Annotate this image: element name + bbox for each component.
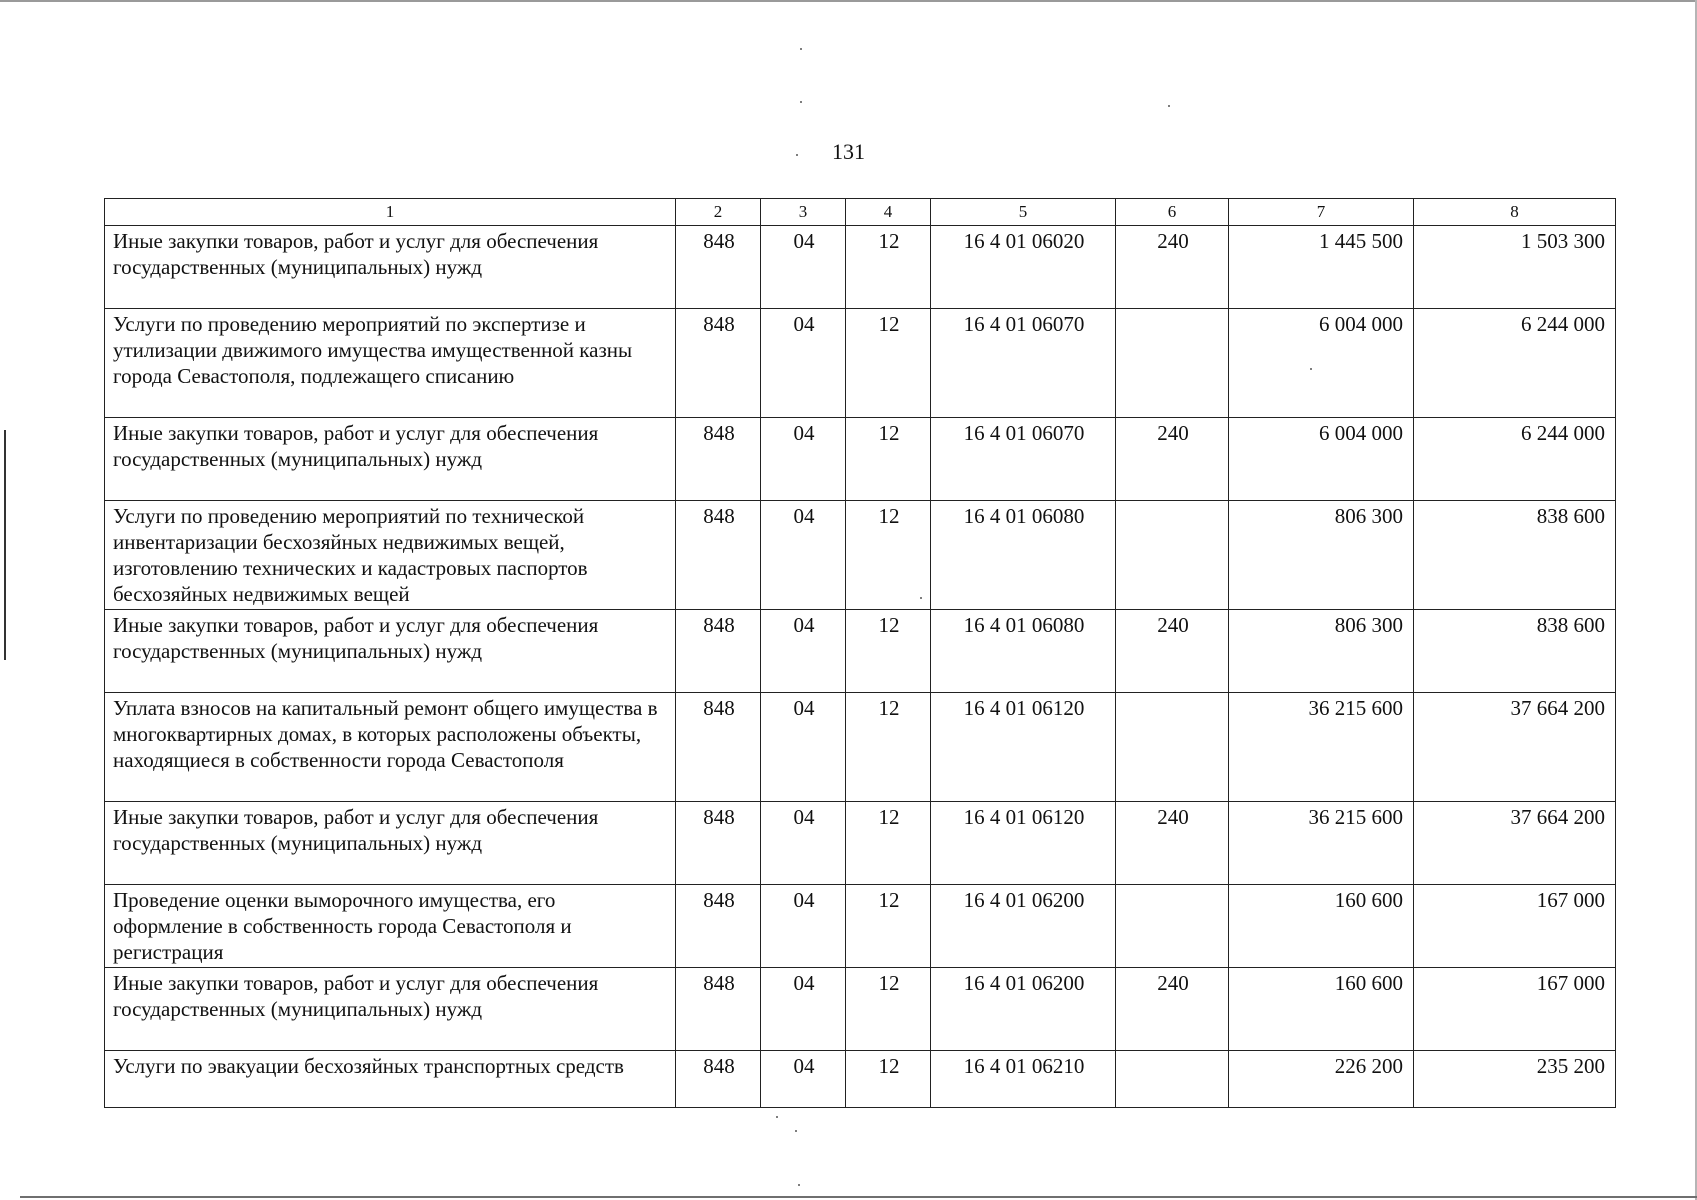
subsection-cell: 12 bbox=[846, 309, 931, 418]
column-header: 1 bbox=[105, 199, 676, 226]
amount-col7-cell: 160 600 bbox=[1229, 968, 1414, 1051]
amount-col7-cell: 1 445 500 bbox=[1229, 226, 1414, 309]
expense-type-cell: 240 bbox=[1116, 610, 1229, 693]
amount-col7-cell: 160 600 bbox=[1229, 885, 1414, 968]
amount-col8-cell: 6 244 000 bbox=[1414, 309, 1616, 418]
admin-code-cell: 848 bbox=[676, 885, 761, 968]
table-row bbox=[105, 501, 1616, 610]
column-header: 3 bbox=[761, 199, 846, 226]
column-header: 2 bbox=[676, 199, 761, 226]
amount-col7-cell: 6 004 000 bbox=[1229, 418, 1414, 501]
target-article-cell: 16 4 01 06200 bbox=[931, 885, 1116, 968]
column-header: 5 bbox=[931, 199, 1116, 226]
scan-speck bbox=[795, 1130, 797, 1132]
amount-col7-cell: 226 200 bbox=[1229, 1051, 1414, 1108]
scan-speck bbox=[920, 597, 922, 599]
section-cell: 04 bbox=[761, 1051, 846, 1108]
subsection-cell: 12 bbox=[846, 693, 931, 802]
amount-col8-cell: 37 664 200 bbox=[1414, 802, 1616, 885]
table-row bbox=[105, 968, 1616, 1051]
row-name-cell: Услуги по эвакуации бесхозяйных транспортных средств bbox=[105, 1051, 676, 1108]
column-header: 7 bbox=[1229, 199, 1414, 226]
admin-code-cell: 848 bbox=[676, 226, 761, 309]
admin-code-cell: 848 bbox=[676, 418, 761, 501]
target-article-cell: 16 4 01 06120 bbox=[931, 693, 1116, 802]
section-cell: 04 bbox=[761, 802, 846, 885]
section-cell: 04 bbox=[761, 885, 846, 968]
scan-speck bbox=[796, 154, 798, 156]
page-number: 131 bbox=[832, 139, 865, 164]
subsection-cell: 12 bbox=[846, 802, 931, 885]
scan-edge-top bbox=[0, 0, 1697, 2]
section-cell: 04 bbox=[761, 968, 846, 1051]
table-row bbox=[105, 802, 1616, 885]
row-name-cell: Уплата взносов на капитальный ремонт общего имущества в многоквартирных домах, в которых расположены объекты, находящиеся в собственности города Севастополя bbox=[105, 693, 676, 802]
expense-type-cell bbox=[1116, 885, 1229, 968]
row-name-cell: Иные закупки товаров, работ и услуг для обеспечения государственных (муниципальных) нужд bbox=[105, 802, 676, 885]
admin-code-cell: 848 bbox=[676, 610, 761, 693]
section-cell: 04 bbox=[761, 610, 846, 693]
scan-speck bbox=[1310, 368, 1312, 370]
scan-speck bbox=[798, 1184, 800, 1186]
table-row bbox=[105, 309, 1616, 418]
amount-col8-cell: 6 244 000 bbox=[1414, 418, 1616, 501]
expense-type-cell bbox=[1116, 309, 1229, 418]
target-article-cell: 16 4 01 06080 bbox=[931, 610, 1116, 693]
expense-type-cell: 240 bbox=[1116, 418, 1229, 501]
subsection-cell: 12 bbox=[846, 610, 931, 693]
expense-type-cell: 240 bbox=[1116, 802, 1229, 885]
section-cell: 04 bbox=[761, 693, 846, 802]
amount-col8-cell: 37 664 200 bbox=[1414, 693, 1616, 802]
subsection-cell: 12 bbox=[846, 1051, 931, 1108]
subsection-cell: 12 bbox=[846, 226, 931, 309]
amount-col8-cell: 235 200 bbox=[1414, 1051, 1616, 1108]
row-name-cell: Проведение оценки выморочного имущества, его оформление в собственность города Севастополя и регистрация bbox=[105, 885, 676, 968]
table-row bbox=[105, 1051, 1616, 1108]
subsection-cell: 12 bbox=[846, 885, 931, 968]
table-row bbox=[105, 885, 1616, 968]
scan-speck bbox=[800, 48, 802, 50]
expense-type-cell bbox=[1116, 693, 1229, 802]
expense-type-cell: 240 bbox=[1116, 226, 1229, 309]
column-header: 8 bbox=[1414, 199, 1616, 226]
table-row bbox=[105, 226, 1616, 309]
target-article-cell: 16 4 01 06210 bbox=[931, 1051, 1116, 1108]
table-row bbox=[105, 693, 1616, 802]
amount-col7-cell: 806 300 bbox=[1229, 501, 1414, 610]
scan-speck bbox=[1168, 105, 1170, 107]
row-name-cell: Иные закупки товаров, работ и услуг для обеспечения государственных (муниципальных) нужд bbox=[105, 226, 676, 309]
expense-type-cell bbox=[1116, 1051, 1229, 1108]
amount-col8-cell: 1 503 300 bbox=[1414, 226, 1616, 309]
amount-col8-cell: 838 600 bbox=[1414, 610, 1616, 693]
row-name-cell: Иные закупки товаров, работ и услуг для обеспечения государственных (муниципальных) нужд bbox=[105, 968, 676, 1051]
budget-table bbox=[104, 198, 1616, 1108]
section-cell: 04 bbox=[761, 309, 846, 418]
section-cell: 04 bbox=[761, 418, 846, 501]
amount-col7-cell: 36 215 600 bbox=[1229, 693, 1414, 802]
target-article-cell: 16 4 01 06120 bbox=[931, 802, 1116, 885]
column-number-row bbox=[105, 199, 1616, 226]
scan-speck bbox=[776, 1116, 778, 1118]
amount-col7-cell: 36 215 600 bbox=[1229, 802, 1414, 885]
column-header: 4 bbox=[846, 199, 931, 226]
scan-edge-bottom bbox=[20, 1196, 1697, 1198]
scan-speck bbox=[800, 101, 802, 103]
target-article-cell: 16 4 01 06070 bbox=[931, 418, 1116, 501]
row-name-cell: Услуги по проведению мероприятий по технической инвентаризации бесхозяйных недвижимых вещей, изготовлению технических и кадастровых паспортов бесхозяйных недвижимых вещей bbox=[105, 501, 676, 610]
amount-col7-cell: 6 004 000 bbox=[1229, 309, 1414, 418]
table-row bbox=[105, 610, 1616, 693]
admin-code-cell: 848 bbox=[676, 802, 761, 885]
section-cell: 04 bbox=[761, 501, 846, 610]
admin-code-cell: 848 bbox=[676, 501, 761, 610]
scan-edge-left-mark bbox=[4, 430, 6, 660]
row-name-cell: Иные закупки товаров, работ и услуг для обеспечения государственных (муниципальных) нужд bbox=[105, 418, 676, 501]
admin-code-cell: 848 bbox=[676, 309, 761, 418]
row-name-cell: Услуги по проведению мероприятий по экспертизе и утилизации движимого имущества имущественной казны города Севастополя, подлежащего списанию bbox=[105, 309, 676, 418]
amount-col8-cell: 167 000 bbox=[1414, 885, 1616, 968]
admin-code-cell: 848 bbox=[676, 968, 761, 1051]
amount-col7-cell: 806 300 bbox=[1229, 610, 1414, 693]
section-cell: 04 bbox=[761, 226, 846, 309]
table-row bbox=[105, 418, 1616, 501]
amount-col8-cell: 167 000 bbox=[1414, 968, 1616, 1051]
row-name-cell: Иные закупки товаров, работ и услуг для обеспечения государственных (муниципальных) нужд bbox=[105, 610, 676, 693]
admin-code-cell: 848 bbox=[676, 1051, 761, 1108]
target-article-cell: 16 4 01 06070 bbox=[931, 309, 1116, 418]
subsection-cell: 12 bbox=[846, 501, 931, 610]
subsection-cell: 12 bbox=[846, 418, 931, 501]
target-article-cell: 16 4 01 06080 bbox=[931, 501, 1116, 610]
target-article-cell: 16 4 01 06200 bbox=[931, 968, 1116, 1051]
expense-type-cell: 240 bbox=[1116, 968, 1229, 1051]
subsection-cell: 12 bbox=[846, 968, 931, 1051]
amount-col8-cell: 838 600 bbox=[1414, 501, 1616, 610]
column-header: 6 bbox=[1116, 199, 1229, 226]
target-article-cell: 16 4 01 06020 bbox=[931, 226, 1116, 309]
admin-code-cell: 848 bbox=[676, 693, 761, 802]
expense-type-cell bbox=[1116, 501, 1229, 610]
